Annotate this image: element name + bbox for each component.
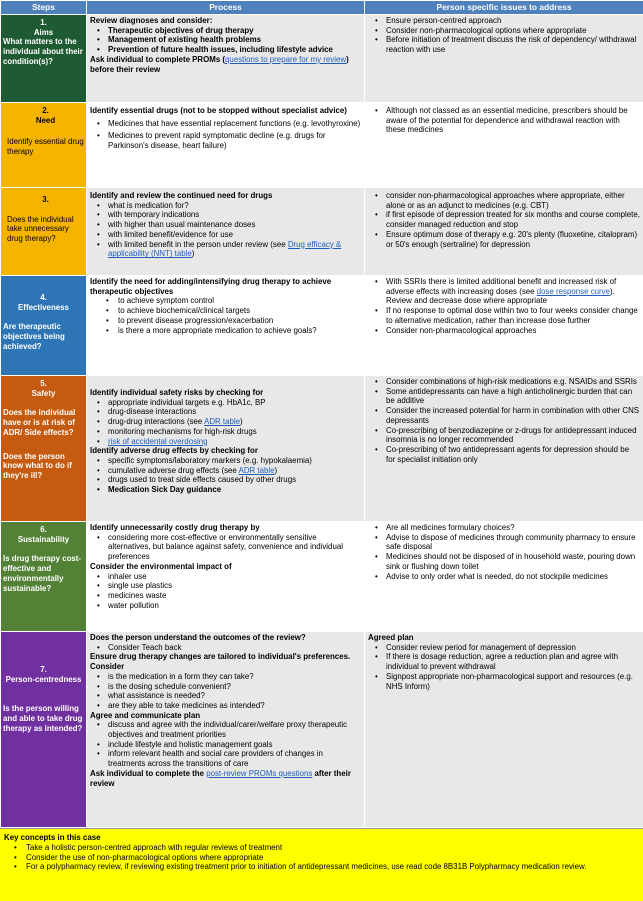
process-outro xyxy=(90,55,361,74)
nnt-table-link[interactable]: Drug efficacy & applicability (NNT) table xyxy=(108,240,341,259)
list-item xyxy=(90,417,361,427)
item-text: ) xyxy=(240,417,243,426)
process-intro: Review diagnoses and consider: xyxy=(90,16,361,26)
table-header-row xyxy=(1,1,643,15)
list-item: • with temporary indications xyxy=(90,210,361,220)
list-item: • Take a holistic person-centred approach with regular reviews of treatment xyxy=(4,843,639,853)
table-row-need xyxy=(1,103,643,188)
item-text: cumulative adverse drug effects (see xyxy=(108,466,239,475)
list-item: • Consider combinations of high-risk medications e.g. NSAIDs and SSRIs xyxy=(368,377,640,387)
key-concepts-box xyxy=(0,828,643,901)
list-item: • with higher than usual maintenance doses xyxy=(90,220,361,230)
step-name: Safety xyxy=(3,389,84,399)
issues-cell-effectiveness xyxy=(365,276,643,376)
issues-list xyxy=(368,643,640,692)
process-list xyxy=(90,119,361,151)
list-item: • include lifestyle and holistic management goals xyxy=(90,740,361,750)
issues-list xyxy=(368,523,640,581)
list-item: • specific symptoms/laboratory markers (e.g. hypokalaemia) xyxy=(90,456,361,466)
list-item: • if first episode of depression treated for six months and course complete, consider managed reduction and stop xyxy=(368,210,640,229)
table-row-sustainability xyxy=(1,522,643,632)
list-item: • consider non-pharmacological approaches where appropriate, either alone or as an adjunct to medicines (e.g. CBT) xyxy=(368,191,640,210)
issues-list xyxy=(368,191,640,249)
item-text: with limited benefit in the person under review (see xyxy=(108,240,288,249)
list-item: • Medication Sick Day guidance xyxy=(90,485,361,495)
list-item: • Consider the use of non-pharmacological options where appropriate xyxy=(4,853,639,863)
list-item: • drug-disease interactions xyxy=(90,407,361,417)
adr-table-link-2[interactable]: ADR table xyxy=(239,466,275,475)
list-item: • to achieve symptom control xyxy=(90,296,361,306)
list-item: • Consider review period for management of depression xyxy=(368,643,640,653)
process-intro: Identify individual safety risks by checking for xyxy=(90,388,361,398)
list-item: • water pollution xyxy=(90,601,361,611)
list-item: • is the dosing schedule convenient? xyxy=(90,682,361,692)
list-item xyxy=(90,466,361,476)
accidental-overdosing-link[interactable]: risk of accidental overdosing xyxy=(108,437,208,446)
process-cell-safety xyxy=(87,376,365,522)
list-item: • Medicines should not be disposed of in household waste, pouring down sink or flushing down toilet xyxy=(368,552,640,571)
issues-cell-need xyxy=(365,103,643,188)
step-question: Is the person willing and able to take drug therapy as intended? xyxy=(3,704,84,733)
item-text: ) xyxy=(192,249,195,258)
step-number: 7. xyxy=(3,665,84,675)
list-item: • Signpost appropriate non-pharmacological support and resources (e.g. NHS Inform) xyxy=(368,672,640,691)
issues-cell-person-centredness xyxy=(365,632,643,828)
process-intro-2: Identify adverse drug effects by checking for xyxy=(90,446,361,456)
process-intro-2: Ensure drug therapy changes are tailored to individual's preferences. Consider xyxy=(90,652,361,671)
process-intro-3: Agree and communicate plan xyxy=(90,711,361,721)
process-list xyxy=(90,398,361,447)
header-issues: Person specific issues to address xyxy=(365,1,643,15)
item-text: With SSRIs there is limited additional benefit and increased risk of adverse effects with increasing doses (see xyxy=(386,277,616,296)
process-cell-sustainability xyxy=(87,522,365,632)
header-process: Process xyxy=(87,1,365,15)
step-question: Identify essential drug therapy xyxy=(7,137,84,156)
list-item: • single use plastics xyxy=(90,581,361,591)
table-row-safety xyxy=(1,376,643,522)
issues-cell-safety xyxy=(365,376,643,522)
step-question: Does the individual have or is at risk of ADR/ Side effects? xyxy=(3,408,84,437)
list-item: • Consider non-pharmacological options where appropriate xyxy=(368,26,640,36)
process-intro: Identify the need for adding/intensifying drug therapy to achieve therapeutic objectives xyxy=(90,277,361,296)
list-item: • If there is dosage reduction, agree a reduction plan and agree with individual to prevent withdrawal xyxy=(368,652,640,671)
process-list-2 xyxy=(90,456,361,495)
step-number: 3. xyxy=(7,195,84,205)
step-cell-sustainability xyxy=(1,522,87,632)
issues-list xyxy=(368,16,640,55)
process-list xyxy=(90,643,361,653)
process-intro-2: Consider the environmental impact of xyxy=(90,562,361,572)
list-item: • Therapeutic objectives of drug therapy xyxy=(90,26,361,36)
list-item: • are they able to take medicines as intended? xyxy=(90,701,361,711)
process-cell-need xyxy=(87,103,365,188)
list-item: • with limited benefit/evidence for use xyxy=(90,230,361,240)
list-item: • Consider the increased potential for harm in combination with other CNS depressants xyxy=(368,406,640,425)
step-number: 2. xyxy=(7,106,84,116)
list-item: • Ensure person-centred approach xyxy=(368,16,640,26)
step-cell-effectiveness xyxy=(1,276,87,376)
list-item xyxy=(90,240,361,259)
step-question: Does the individual take unnecessary drug therapy? xyxy=(7,215,84,244)
list-item: • Although not classed as an essential medicine, prescribers should be aware of the potential for dependence and withdrawal reaction with these medicines xyxy=(368,106,640,135)
step-question: Are therapeutic objectives being achieved? xyxy=(3,322,84,351)
key-concepts-list xyxy=(4,843,639,872)
list-item: • is there a more appropriate medication to achieve goals? xyxy=(90,326,361,336)
step-question-2: Does the person know what to do if they're ill? xyxy=(3,452,84,481)
list-item: • Some antidepressants can have a high anticholinergic burden that can be additive xyxy=(368,387,640,406)
step-name: Effectiveness xyxy=(3,303,84,313)
table-row-effectiveness xyxy=(1,276,643,376)
issues-cell-unnecessary xyxy=(365,188,643,276)
process-list xyxy=(90,533,361,562)
agreed-plan-heading: Agreed plan xyxy=(368,633,640,643)
step-cell-need xyxy=(1,103,87,188)
list-item: • Medicines to prevent rapid symptomatic decline (e.g. drugs for Parkinson's disease, heart failure) xyxy=(90,131,361,150)
issues-cell-aims xyxy=(365,15,643,103)
issues-list xyxy=(368,106,640,135)
process-intro: Identify and review the continued need for drugs xyxy=(90,191,361,201)
item-text: drug-drug interactions (see xyxy=(108,417,204,426)
list-item: • Prevention of future health issues, including lifestyle advice xyxy=(90,45,361,55)
dose-response-curve-link[interactable]: dose response curve xyxy=(537,287,610,296)
list-item: • Advise to only order what is needed, do not stockpile medicines xyxy=(368,572,640,582)
process-cell-person-centredness xyxy=(87,632,365,828)
list-item: • Are all medicines formulary choices? xyxy=(368,523,640,533)
process-list xyxy=(90,26,361,55)
step-cell-aims xyxy=(1,15,87,103)
step-cell-unnecessary xyxy=(1,188,87,276)
outro-text: ) before their review xyxy=(90,55,349,74)
step-name: Aims xyxy=(3,28,84,38)
process-outro xyxy=(90,769,361,788)
list-item: • Consider non-pharmacological approaches xyxy=(368,326,640,336)
list-item: • Management of existing health problems xyxy=(90,35,361,45)
list-item xyxy=(368,277,640,306)
list-item: • Ensure optimum dose of therapy e.g. 20's plenty (fluoxetine, citalopram) or 50's enough (sertraline) for depression xyxy=(368,230,640,249)
issues-cell-sustainability xyxy=(365,522,643,632)
process-list-3 xyxy=(90,720,361,769)
list-item: • Co-prescribing of two antidepressant agents for depression should be for specialist initiation only xyxy=(368,445,640,464)
step-number: 1. xyxy=(3,18,84,28)
list-item: • is the medication in a form they can take? xyxy=(90,672,361,682)
item-text: ). Review and decrease dose where appropriate xyxy=(386,287,615,306)
step-number: 4. xyxy=(3,293,84,303)
process-intro: Does the person understand the outcomes of the review? xyxy=(90,633,361,643)
process-list-2 xyxy=(90,672,361,711)
issues-list xyxy=(368,377,640,464)
list-item: • Medicines that have essential replacement functions (e.g. levothyroxine) xyxy=(90,119,361,129)
process-cell-aims xyxy=(87,15,365,103)
list-item: • Consider Teach back xyxy=(90,643,361,653)
list-item: • to prevent disease progression/exacerbation xyxy=(90,316,361,326)
list-item: • monitoring mechanisms for high-risk drugs xyxy=(90,427,361,437)
list-item: • If no response to optimal dose within two to four weeks consider change to alternative medication, rather than increase dose further xyxy=(368,306,640,325)
step-name: Sustainability xyxy=(3,535,84,545)
list-item: • inform relevant health and social care providers of changes in treatments across the transitions of care xyxy=(90,749,361,768)
list-item: • to achieve biochemical/clinical targets xyxy=(90,306,361,316)
step-question: What matters to the individual about their condition(s)? xyxy=(3,37,84,66)
process-list xyxy=(90,296,361,335)
header-steps: Steps xyxy=(1,1,87,15)
step-name: Need xyxy=(7,116,84,126)
list-item: • appropriate individual targets e.g. HbA1c, BP xyxy=(90,398,361,408)
item-text: ) xyxy=(275,466,278,475)
list-item: • considering more cost-effective or environmentally sensitive alternatives, but balance against safety, convenience and individual preferences xyxy=(90,533,361,562)
process-intro: Identify essential drugs (not to be stopped without specialist advice) xyxy=(90,106,361,116)
step-number: 5. xyxy=(3,379,84,389)
table-row-unnecessary xyxy=(1,188,643,276)
process-list xyxy=(90,201,361,259)
list-item: • what is medication for? xyxy=(90,201,361,211)
list-item: • Co-prescribing of benzodiazepine or z-drugs for antidepressant induced insomnia is no longer recommended xyxy=(368,426,640,445)
list-item xyxy=(90,437,361,447)
outro-text: after their review xyxy=(90,769,351,788)
step-cell-person-centredness xyxy=(1,632,87,828)
list-item: • Before initiation of treatment discuss the risk of dependency/ withdrawal reaction with use xyxy=(368,35,640,54)
list-item: • Advise to dispose of medicines through community pharmacy to ensure safe disposal xyxy=(368,533,640,552)
prepare-review-questions-link[interactable]: questions to prepare for my review xyxy=(225,55,346,64)
process-intro: Identify unnecessarily costly drug therapy by xyxy=(90,523,361,533)
process-cell-effectiveness xyxy=(87,276,365,376)
list-item: • drugs used to treat side effects caused by other drugs xyxy=(90,475,361,485)
step-number: 6. xyxy=(3,525,84,535)
list-item: • what assistance is needed? xyxy=(90,691,361,701)
step-question: Is drug therapy cost-effective and environmentally sustainable? xyxy=(3,554,84,593)
post-review-proms-link[interactable]: post-review PROMs questions xyxy=(206,769,312,778)
list-item: • medicines waste xyxy=(90,591,361,601)
list-item: • discuss and agree with the individual/carer/welfare proxy therapeutic objectives and treatment priorities xyxy=(90,720,361,739)
outro-text: Ask individual to complete the xyxy=(90,769,206,778)
step-cell-safety xyxy=(1,376,87,522)
list-item: • For a polypharmacy review, if reviewing existing treatment prior to initiation of antidepressant medicines, use read code 8B31B Polypharmacy medication review. xyxy=(4,862,639,872)
table-row-person-centredness xyxy=(1,632,643,828)
list-item: • inhaler use xyxy=(90,572,361,582)
adr-table-link[interactable]: ADR table xyxy=(204,417,240,426)
process-list-2 xyxy=(90,572,361,611)
outro-text: Ask individual to complete PROMs ( xyxy=(90,55,225,64)
table-row-aims xyxy=(1,15,643,103)
step-name: Person-centredness xyxy=(3,675,84,685)
issues-list xyxy=(368,277,640,335)
process-cell-unnecessary xyxy=(87,188,365,276)
key-concepts-title: Key concepts in this case xyxy=(4,833,639,843)
